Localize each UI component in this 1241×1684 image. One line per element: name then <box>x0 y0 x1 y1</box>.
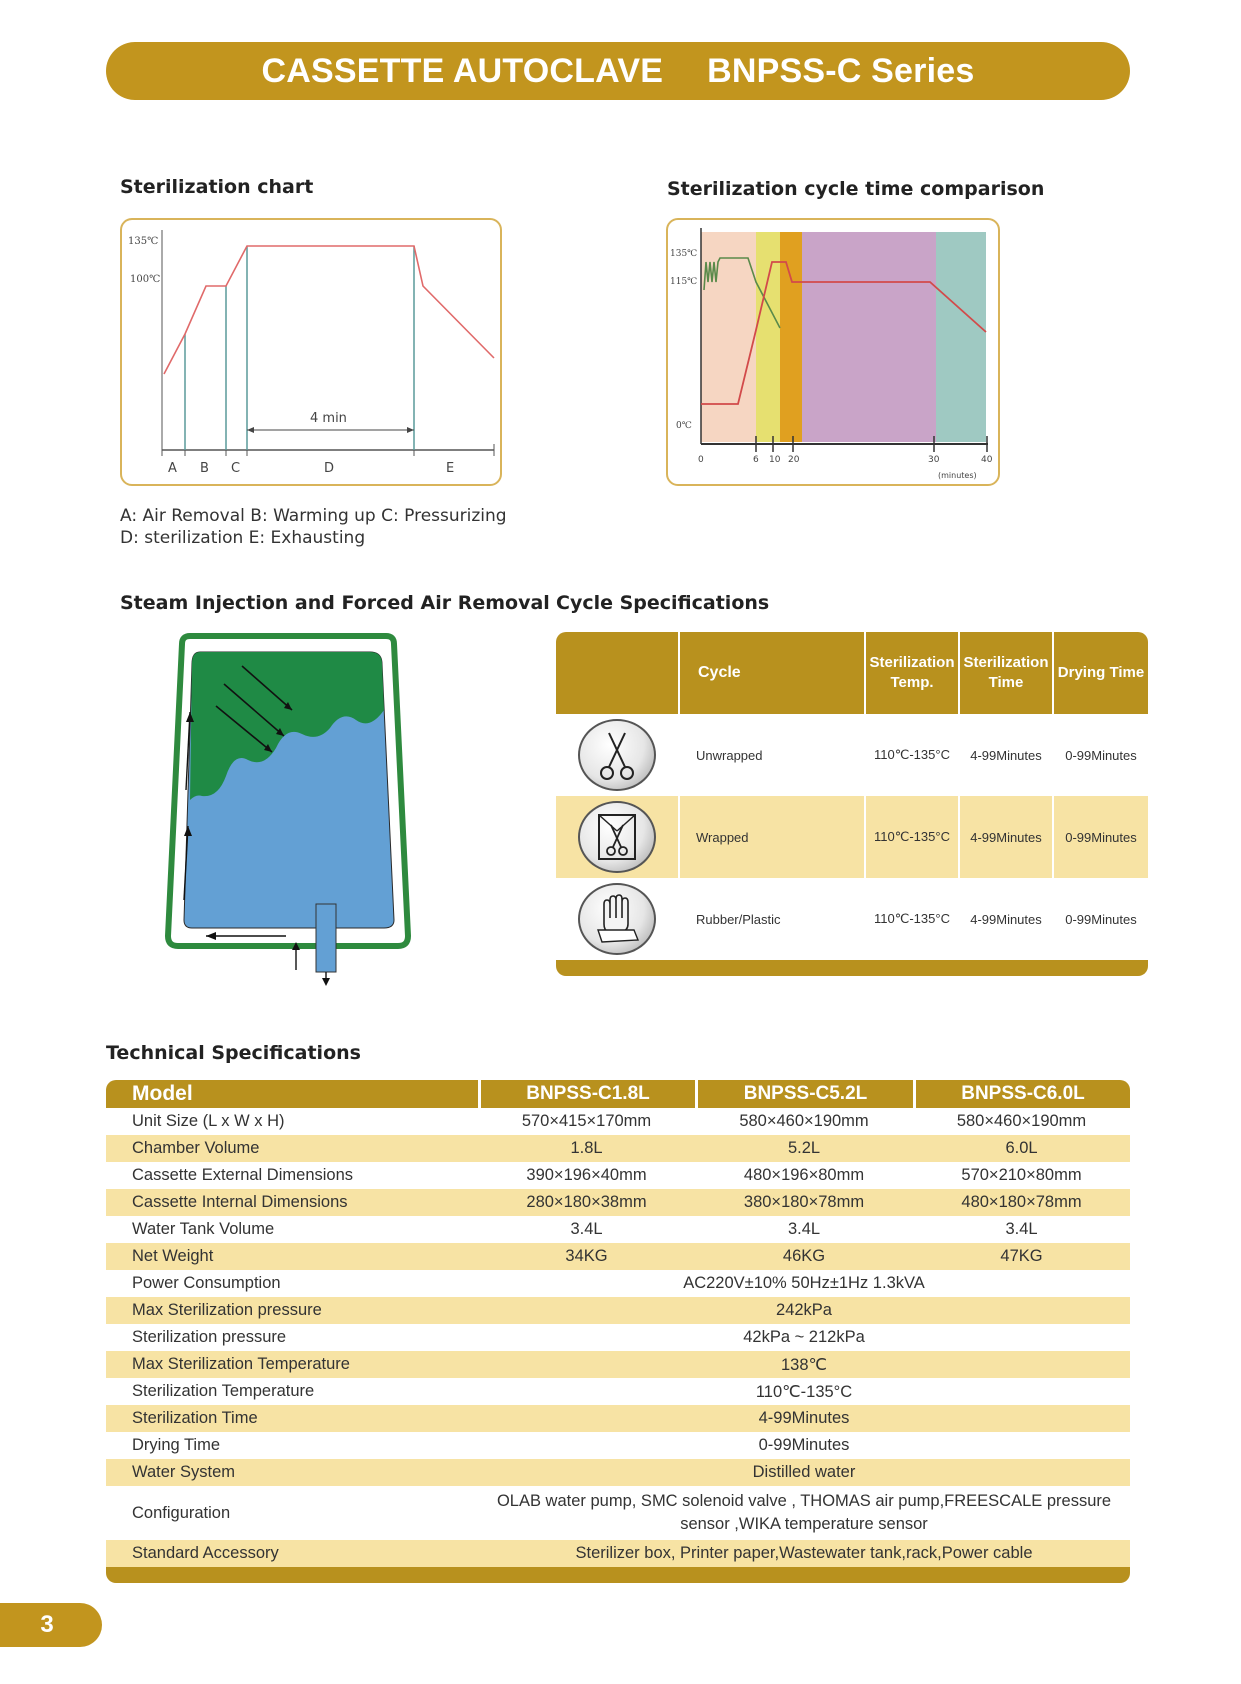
cycle-header-temp: Sterilization Temp. <box>864 632 958 714</box>
row-label: Sterilization Time <box>132 1409 258 1427</box>
row-value: 110℃-135°C <box>755 1382 853 1401</box>
row-label: Drying Time <box>132 1436 221 1454</box>
table-row <box>106 1243 1130 1270</box>
row-value: 3.4L <box>787 1220 821 1238</box>
cycle-time: 4-99Minutes <box>958 878 1052 960</box>
tech-header-c18: BNPSS-C1.8L <box>478 1080 695 1108</box>
cycle-name: Wrapped <box>678 796 864 878</box>
chart1-ytick-135: 135℃ <box>128 236 159 247</box>
table-row <box>106 1405 1130 1432</box>
cycle-comparison-svg <box>668 220 998 484</box>
row-label: Net Weight <box>132 1247 214 1265</box>
table-row <box>106 1135 1130 1162</box>
sterilization-chart-svg <box>122 220 500 484</box>
config-line1: OLAB water pump, SMC solenoid valve , THOMAS air pump,FREESCALE pressure <box>496 1492 1112 1510</box>
row-value: 242kPa <box>776 1301 832 1319</box>
cycle-drying: 0-99Minutes <box>1052 878 1148 960</box>
cycle-row-unwrapped <box>556 714 1148 796</box>
chart1-phase-a: A <box>168 461 177 476</box>
chart1-phase-b: B <box>200 461 209 476</box>
row-label: Sterilization pressure <box>132 1328 287 1346</box>
row-value: 390×196×40mm <box>526 1166 647 1184</box>
chart2-phase5-band <box>936 232 986 442</box>
table-row <box>106 1351 1130 1378</box>
row-value: 3.4L <box>570 1220 603 1238</box>
row-label: Standard Accessory <box>132 1544 279 1562</box>
chart2-phase2-band <box>756 232 780 442</box>
row-value: 380×180×78mm <box>743 1193 865 1211</box>
chart2-phase4-band <box>802 232 936 442</box>
title-banner <box>106 42 1130 100</box>
table-row <box>106 1459 1130 1486</box>
technical-specifications-table <box>106 1080 1130 1583</box>
row-value: 480×180×78mm <box>961 1193 1082 1211</box>
row-value: Sterilizer box, Printer paper,Wastewater tank,rack,Power cable <box>575 1544 1033 1562</box>
chart2-xtick-6: 6 <box>753 455 759 465</box>
tech-header-c60: BNPSS-C6.0L <box>913 1080 1130 1108</box>
table-row <box>106 1108 1130 1135</box>
sterilization-chart-title: Sterilization chart <box>120 176 314 198</box>
cycle-comparison-title: Sterilization cycle time comparison <box>667 178 1045 200</box>
row-value: 480×196×80mm <box>743 1166 865 1184</box>
cycle-header-icon-col <box>556 632 678 714</box>
banner-title: CASSETTE AUTOCLAVE <box>261 51 664 90</box>
cycle-time: 4-99Minutes <box>958 714 1052 796</box>
chart1-duration-label: 4 min <box>310 411 347 426</box>
page-number: 3 <box>0 1603 102 1647</box>
cycle-temp: 110℃-135°C <box>864 796 958 878</box>
chart2-xtick-10: 10 <box>769 455 781 465</box>
sterilization-chart <box>120 218 502 486</box>
chart1-phase-c: C <box>231 461 241 476</box>
table-row <box>106 1162 1130 1189</box>
cycle-drying: 0-99Minutes <box>1052 714 1148 796</box>
row-value: Distilled water <box>752 1463 856 1481</box>
chart1-arrow-head <box>407 427 414 433</box>
row-label: Chamber Volume <box>132 1139 260 1157</box>
row-label: Power Consumption <box>132 1274 281 1292</box>
row-value: 6.0L <box>1005 1139 1038 1157</box>
row-value: AC220V±10% 50Hz±1Hz 1.3kVA <box>683 1274 925 1292</box>
row-value: 0-99Minutes <box>758 1436 850 1454</box>
chart2-xtick-40: 40 <box>981 455 993 465</box>
table-row <box>106 1324 1130 1351</box>
cycle-table-footer <box>556 960 1148 976</box>
cycle-row-rubber-plastic <box>556 878 1148 960</box>
cycle-temp: 110℃-135°C <box>864 714 958 796</box>
chart2-ytick-135: 135℃ <box>670 249 698 259</box>
cycle-row-wrapped <box>556 796 1148 878</box>
cycle-header-drying: Drying Time <box>1052 632 1148 714</box>
steam-injection-title: Steam Injection and Forced Air Removal <box>120 592 550 614</box>
cycle-header-cycle: Cycle <box>678 632 864 714</box>
row-label: Sterilization Temperature <box>132 1382 315 1400</box>
table-row <box>106 1189 1130 1216</box>
steam-injection-diagram <box>160 630 420 990</box>
wrapped-instrument-icon <box>578 801 656 873</box>
row-label: Cassette Internal Dimensions <box>132 1193 348 1211</box>
row-value: 42kPa ~ 212kPa <box>743 1328 865 1346</box>
phase-legend-line2: D: sterilization E: Exhausting <box>120 528 366 548</box>
row-label: Water Tank Volume <box>132 1220 275 1238</box>
scissors-icon <box>578 719 656 791</box>
chart2-xtick-30: 30 <box>928 455 940 465</box>
chart1-ytick-100: 100℃ <box>130 274 161 285</box>
tech-table-footer <box>106 1567 1130 1583</box>
row-label: Configuration <box>132 1503 231 1522</box>
table-row <box>106 1270 1130 1297</box>
chart1-arrow-head <box>247 427 254 433</box>
tech-header-model: Model <box>132 1082 193 1105</box>
tech-header-c52: BNPSS-C5.2L <box>695 1080 913 1108</box>
phase-legend-line1: A: Air Removal B: Warming up C: Pressurizing <box>120 506 507 526</box>
chart1-phase-d: D <box>324 461 335 476</box>
cycle-specs-title: Cycle Specifications <box>556 592 770 614</box>
row-value: 570×210×80mm <box>961 1166 1082 1184</box>
cycle-time: 4-99Minutes <box>958 796 1052 878</box>
row-label: Max Sterilization pressure <box>132 1301 322 1319</box>
row-value: 280×180×38mm <box>526 1193 647 1211</box>
cycle-specifications-table <box>556 632 1148 976</box>
row-value: 138℃ <box>780 1355 828 1374</box>
cycle-table-header <box>556 632 1148 714</box>
row-value: 580×460×190mm <box>956 1112 1087 1130</box>
table-row <box>106 1432 1130 1459</box>
chart2-ytick-115: 115℃ <box>670 277 698 287</box>
chart2-phase3-band <box>780 232 802 442</box>
row-value: 4-99Minutes <box>758 1409 850 1427</box>
outlet-arrow-head <box>322 978 330 986</box>
row-value: 5.2L <box>787 1139 821 1157</box>
row-value: 580×460×190mm <box>739 1112 869 1130</box>
table-row <box>106 1216 1130 1243</box>
cycle-header-time: Sterilization Time <box>958 632 1052 714</box>
chart2-xtick-20: 20 <box>788 455 800 465</box>
chart1-temperature-curve <box>164 246 494 374</box>
table-row <box>106 1378 1130 1405</box>
chart2-ytick-0: 0℃ <box>676 421 692 431</box>
config-line2: sensor ,WIKA temperature sensor <box>680 1515 928 1533</box>
table-row-accessory <box>106 1540 1130 1567</box>
chart1-phase-e: E <box>446 461 455 476</box>
row-value: 47KG <box>1000 1247 1043 1265</box>
row-value <box>478 1486 1130 1540</box>
tech-specs-title: Technical Specifications <box>106 1042 361 1064</box>
row-label: Cassette External Dimensions <box>132 1166 354 1184</box>
row-label: Max Sterilization Temperature <box>132 1355 350 1373</box>
row-value: 3.4L <box>1005 1220 1038 1238</box>
row-value: 34KG <box>565 1247 608 1265</box>
glove-icon <box>578 883 656 955</box>
cycle-name: Rubber/Plastic <box>678 878 864 960</box>
cycle-temp: 110℃-135°C <box>864 878 958 960</box>
row-label: Unit Size (L x W x H) <box>132 1112 285 1130</box>
outlet-pipe <box>316 904 336 972</box>
row-label: Water System <box>132 1463 235 1481</box>
cycle-drying: 0-99Minutes <box>1052 796 1148 878</box>
drain-flow-arrow-head <box>206 932 216 940</box>
cycle-comparison-chart <box>666 218 1000 486</box>
chart2-xtick-0: 0 <box>698 455 704 465</box>
row-value: 46KG <box>782 1247 826 1265</box>
tech-table-header <box>106 1080 1130 1108</box>
row-value: 1.8L <box>570 1139 603 1157</box>
banner-series: BNPSS-C Series <box>707 51 975 90</box>
chart2-x-unit: (minutes) <box>938 471 977 480</box>
table-row <box>106 1297 1130 1324</box>
row-value: 570×415×170mm <box>521 1112 652 1130</box>
table-row-configuration <box>106 1486 1130 1540</box>
cycle-name: Unwrapped <box>678 714 864 796</box>
